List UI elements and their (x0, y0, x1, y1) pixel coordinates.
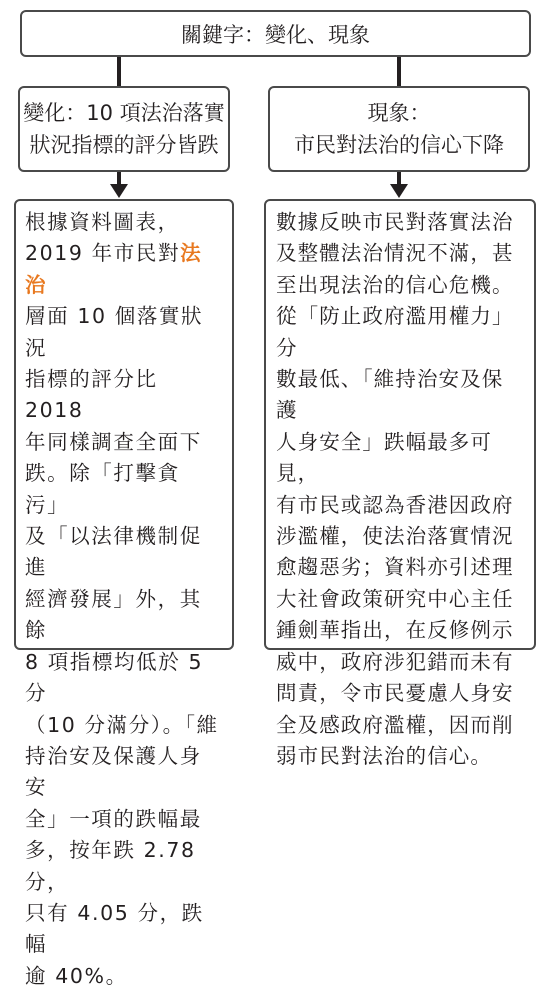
arrow-left-head (110, 184, 128, 198)
connector-top-left (117, 57, 121, 86)
change-detail-text (25, 207, 223, 992)
change-heading-line1: 變化：10 項法治落實 (23, 101, 225, 125)
arrow-right-head (390, 184, 408, 198)
phenomenon-detail-box (264, 199, 536, 768)
change-heading-line2: 狀況指標的評分皆跌 (29, 133, 219, 157)
keyword-box (20, 10, 531, 57)
keyword-text: 關鍵字：變化、現象 (181, 22, 370, 47)
phenomenon-heading-line1: 現象： (367, 101, 431, 125)
highlight-keyword: 法治 (25, 241, 203, 297)
change-heading-box (18, 86, 230, 172)
change-detail-box (14, 199, 234, 988)
connector-top-right (397, 57, 401, 86)
phenomenon-detail-text: 數據反映市民對落實法治 及整體法治情況不滿，甚 至出現法治的信心危機。 從「防止政府濫用權力」分 數最低、「維持治安及保護 人身安全」跌幅最多可見， 有市民或認為香港因政府 涉濫權，使法治落實情況 愈趨惡劣；資料亦引述理 大社會政策研究中心主任 鍾劍華指出，在反修例示 威中，政府涉犯錯而未有 問責，令市民憂慮人身安 全及感政府濫權，因而削 弱市民對法治的信心。 (276, 210, 514, 768)
change-detail-part2: 層面 10 個落實狀況 指標的評分比 2018 年同樣調查全面下 跌。除「打擊貪污」 及「以法律機制促進 經濟發展」外，其餘 8 項指標均低於 5 分 （10 分滿分）。「維 持治安及保護人身安 全」一項的跌幅最 多，按年跌 2.78 分， 只有 4.05 分，跌幅 逾 40%。 (25, 304, 219, 988)
phenomenon-heading-line2: 市民對法治的信心下降 (294, 133, 504, 157)
change-detail-part1: 根據資料圖表， 2019 年市民對 (25, 210, 181, 266)
phenomenon-heading-box (268, 86, 530, 172)
